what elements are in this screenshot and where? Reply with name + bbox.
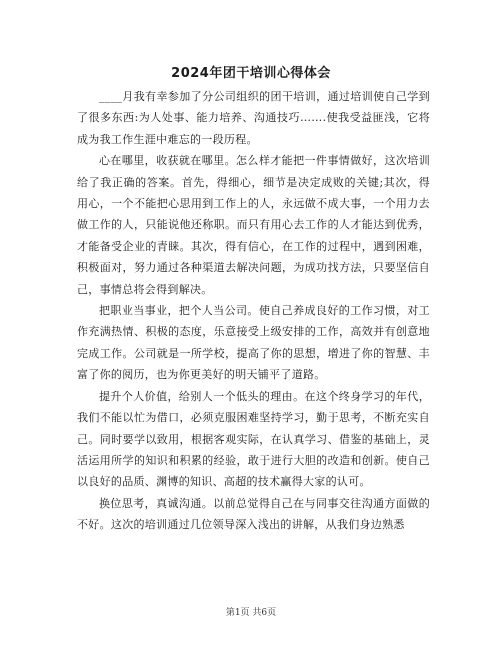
paragraph-5: 换位思考，真诚沟通。以前总觉得自己在与同事交往沟通方面做的不好。这次的培训通过几位领导深入浅出的讲解，从我们身边熟悉 (77, 496, 430, 532)
paragraph-2: 心在哪里，收获就在哪里。怎么样才能把一件事情做好，这次培训给了我正确的答案。首先，得细心，细节是决定成败的关键;其次，得用心，一个不能把心思用到工作上的人，永远做不成大事，一个用力去做工作的人，只能说他还称职。而只有用心去工作的人才能达到优秀，才能备受企业的青睐。其次，得有信心，在工作的过程中，遇到困难，积极面对，努力通过各种渠道去解决问题，为成功找方法，只要坚信自己，事情总将会得到解决。 (77, 154, 430, 296)
paragraph-3: 把职业当事业，把个人当公司。使自己养成良好的工作习惯，对工作充满热情、积极的态度，乐意接受上级安排的工作，高效并有创意地完成工作。公司就是一所学校，提高了你的思想，增进了你的智慧、丰富了你的阅历，也为你更美好的明天铺平了道路。 (77, 304, 430, 382)
paragraph-1: ____月我有幸参加了分公司组织的团干培训，通过培训使自己学到了很多东西:为人处事、能力培养、沟通技巧…….使我受益匪浅，它将成为我工作生涯中难忘的一段历程。 (77, 90, 430, 146)
document-body (77, 86, 430, 536)
page-footer: 第1页 共6页 (225, 608, 277, 618)
paragraph-4: 提升个人价值，给别人一个低头的理由。在这个终身学习的年代，我们不能以忙为借口，必须克服困难坚持学习，勤于思考，不断充实自己。同时要学以致用，根据客观实际，在认真学习、借鉴的基础上，灵活运用所学的知识和积累的经验，敢于进行大胆的改造和创新。使自己以良好的品质、渊博的知识、高超的技术赢得大家的认可。 (77, 389, 430, 489)
document-title: 2024年团干培训心得体会 (171, 66, 331, 81)
